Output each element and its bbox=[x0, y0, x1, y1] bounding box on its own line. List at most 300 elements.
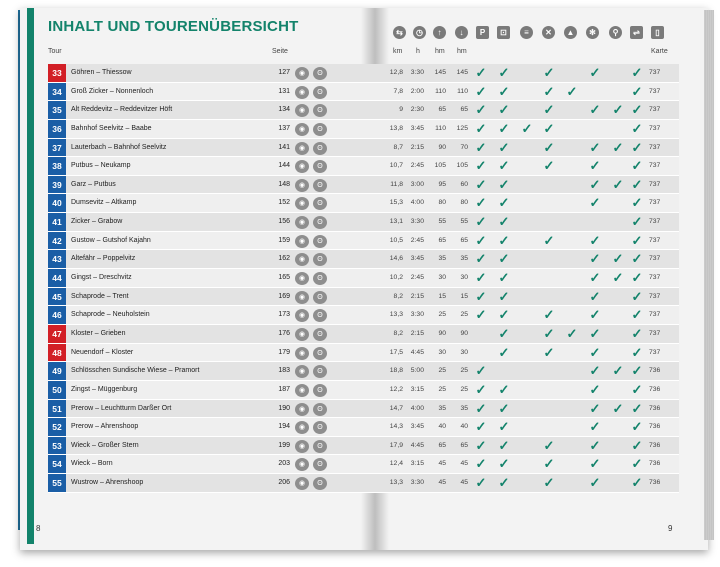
check-icon: ✓ bbox=[498, 214, 510, 230]
ascent-hm: 45 bbox=[438, 479, 446, 487]
tour-number: 54 bbox=[48, 455, 66, 473]
table-row[interactable] bbox=[48, 194, 679, 213]
check-icon: ✓ bbox=[498, 83, 510, 99]
tour-number: 42 bbox=[48, 232, 66, 250]
ascent-hm: 30 bbox=[438, 274, 446, 282]
check-icon: ✓ bbox=[543, 102, 555, 118]
tour-name[interactable]: Schlösschen Sundische Wiese – Pramort bbox=[71, 367, 200, 375]
distance-km: 10,2 bbox=[389, 274, 403, 282]
tour-number: 36 bbox=[48, 120, 66, 138]
check-icon: ✓ bbox=[589, 456, 601, 472]
check-icon: ✓ bbox=[589, 419, 601, 435]
page-ref: 169 bbox=[278, 292, 290, 300]
tour-name[interactable]: Garz – Putbus bbox=[71, 180, 116, 188]
distance-km: 13,1 bbox=[389, 218, 403, 226]
duration-h: 5:00 bbox=[410, 367, 424, 375]
duration-h: 4:45 bbox=[410, 441, 424, 449]
bear-icon: ʘ bbox=[313, 421, 327, 434]
difficulty-icon: ◉ bbox=[295, 179, 309, 192]
bear-icon: ʘ bbox=[313, 384, 327, 397]
check-icon: ✓ bbox=[543, 139, 555, 155]
check-icon: ✓ bbox=[631, 437, 643, 453]
tour-number: 45 bbox=[48, 288, 66, 306]
tour-number: 35 bbox=[48, 101, 66, 119]
descent-hm: 45 bbox=[460, 479, 468, 487]
food-icon: ≡ bbox=[520, 26, 533, 39]
header-km: km bbox=[393, 48, 403, 55]
table-row[interactable] bbox=[48, 455, 679, 474]
bear-icon: ʘ bbox=[313, 477, 327, 490]
tour-name[interactable]: Neuendorf – Kloster bbox=[71, 348, 134, 356]
duration-h: 3:15 bbox=[410, 460, 424, 468]
bear-icon: ʘ bbox=[313, 123, 327, 136]
distance-km: 15,3 bbox=[389, 199, 403, 207]
check-icon: ✓ bbox=[543, 65, 555, 80]
map-number: 737 bbox=[649, 124, 661, 132]
ascent-icon: ↑ bbox=[433, 26, 446, 39]
difficulty-icon: ◉ bbox=[295, 309, 309, 322]
page-ref: 156 bbox=[278, 218, 290, 226]
ascent-hm: 25 bbox=[438, 311, 446, 319]
distance-km: 9 bbox=[399, 106, 403, 114]
descent-hm: 45 bbox=[460, 460, 468, 468]
check-icon: ✓ bbox=[475, 456, 487, 472]
table-row[interactable] bbox=[48, 232, 679, 251]
bear-icon: ʘ bbox=[313, 67, 327, 80]
distance-km: 13,3 bbox=[389, 311, 403, 319]
check-icon: ✓ bbox=[631, 65, 643, 80]
check-icon: ✓ bbox=[589, 307, 601, 323]
check-icon: ✓ bbox=[475, 307, 487, 323]
check-icon: ✓ bbox=[631, 158, 643, 174]
tour-number: 50 bbox=[48, 381, 66, 399]
tour-name[interactable]: Altefähr – Poppelvitz bbox=[71, 255, 136, 263]
map-number: 737 bbox=[649, 348, 661, 356]
check-icon: ✓ bbox=[498, 325, 510, 341]
table-row[interactable] bbox=[48, 157, 679, 176]
descent-hm: 60 bbox=[460, 180, 468, 188]
ascent-hm: 90 bbox=[438, 329, 446, 337]
ascent-hm: 145 bbox=[434, 69, 446, 76]
check-icon: ✓ bbox=[475, 251, 487, 267]
page-ref: 206 bbox=[278, 479, 290, 487]
ascent-hm: 95 bbox=[438, 180, 446, 188]
duration-h: 3:45 bbox=[410, 124, 424, 132]
check-icon: ✓ bbox=[589, 232, 601, 248]
tour-number: 41 bbox=[48, 213, 66, 231]
bus-icon: ⊡ bbox=[497, 26, 510, 39]
map-number: 737 bbox=[649, 199, 661, 207]
bear-icon: ʘ bbox=[313, 272, 327, 285]
check-icon: ✓ bbox=[589, 270, 601, 286]
check-icon: ✓ bbox=[631, 381, 643, 397]
difficulty-icon: ◉ bbox=[295, 235, 309, 248]
check-icon: ✓ bbox=[475, 158, 487, 174]
check-icon: ✓ bbox=[475, 437, 487, 453]
tour-name[interactable]: Wieck – Großer Stern bbox=[71, 441, 139, 449]
bear-icon: ʘ bbox=[313, 458, 327, 471]
descent-hm: 70 bbox=[460, 143, 468, 151]
tour-name[interactable]: Prerow – Ahrenshoop bbox=[71, 423, 139, 431]
page-ref: 127 bbox=[278, 69, 290, 76]
ascent-hm: 35 bbox=[438, 255, 446, 263]
check-icon: ✓ bbox=[589, 381, 601, 397]
page-ref: 194 bbox=[278, 423, 290, 431]
check-icon: ✓ bbox=[498, 288, 510, 304]
table-row[interactable] bbox=[48, 176, 679, 195]
duration-h: 3:15 bbox=[410, 385, 424, 393]
check-icon: ✓ bbox=[631, 307, 643, 323]
page-ref: 131 bbox=[278, 87, 290, 95]
tour-name[interactable]: Schaprode – Neuholstein bbox=[71, 311, 150, 319]
duration-h: 4:45 bbox=[410, 348, 424, 356]
check-icon: ✓ bbox=[498, 419, 510, 435]
map-number: 737 bbox=[649, 274, 661, 282]
bear-icon: ʘ bbox=[313, 197, 327, 210]
table-row[interactable] bbox=[48, 344, 679, 363]
check-icon: ✓ bbox=[475, 195, 487, 211]
check-icon: ✓ bbox=[475, 83, 487, 99]
bear-icon: ʘ bbox=[313, 86, 327, 99]
check-icon: ✓ bbox=[631, 456, 643, 472]
duration-h: 4:00 bbox=[410, 404, 424, 412]
duration-h: 2:30 bbox=[410, 106, 424, 114]
map-number: 736 bbox=[649, 404, 661, 412]
table-row[interactable] bbox=[48, 120, 679, 139]
map-number: 737 bbox=[649, 236, 661, 244]
descent-hm: 15 bbox=[460, 292, 468, 300]
check-icon: ✓ bbox=[543, 344, 555, 360]
tour-name[interactable]: Dumsevitz – Altkamp bbox=[71, 199, 137, 207]
bear-icon: ʘ bbox=[313, 160, 327, 173]
check-icon: ✓ bbox=[631, 400, 643, 416]
distance-km: 12,2 bbox=[389, 385, 403, 393]
tour-name[interactable]: Schaprode – Trent bbox=[71, 292, 129, 300]
check-icon: ✓ bbox=[543, 307, 555, 323]
map-number: 737 bbox=[649, 69, 661, 76]
page-ref: 137 bbox=[278, 124, 290, 132]
duration-h: 2:15 bbox=[410, 329, 424, 337]
descent-hm: 25 bbox=[460, 367, 468, 375]
distance-km: 14,6 bbox=[389, 255, 403, 263]
table-row[interactable] bbox=[48, 437, 679, 456]
table-row[interactable] bbox=[48, 418, 679, 437]
check-icon: ✓ bbox=[475, 176, 487, 192]
check-icon: ✓ bbox=[475, 214, 487, 230]
check-icon: ✓ bbox=[589, 437, 601, 453]
distance-km: 14,3 bbox=[389, 423, 403, 431]
distance-km: 10,7 bbox=[389, 162, 403, 170]
check-icon: ✓ bbox=[589, 195, 601, 211]
check-icon: ✓ bbox=[498, 195, 510, 211]
check-icon: ✓ bbox=[498, 251, 510, 267]
tour-name[interactable]: Zingst – Müggenburg bbox=[71, 385, 138, 393]
distance-km: 13,3 bbox=[389, 479, 403, 487]
check-icon: ✓ bbox=[631, 363, 643, 379]
map-number: 737 bbox=[649, 106, 661, 114]
descent-hm: 25 bbox=[460, 311, 468, 319]
check-icon: ✓ bbox=[589, 325, 601, 341]
table-row[interactable] bbox=[48, 288, 679, 307]
check-icon: ✓ bbox=[631, 139, 643, 155]
bear-icon: ʘ bbox=[313, 235, 327, 248]
page-ref: 179 bbox=[278, 348, 290, 356]
map-number: 736 bbox=[649, 423, 661, 431]
tour-name[interactable]: Göhren – Thiessow bbox=[71, 69, 132, 76]
check-icon: ✓ bbox=[631, 288, 643, 304]
ascent-hm: 40 bbox=[438, 423, 446, 431]
tour-name[interactable]: Gingst – Dreschvitz bbox=[71, 274, 132, 282]
check-icon: ✓ bbox=[498, 102, 510, 118]
check-icon: ✓ bbox=[612, 270, 624, 286]
map-number: 736 bbox=[649, 460, 661, 468]
ascent-hm: 25 bbox=[438, 385, 446, 393]
header-karte: Karte bbox=[651, 48, 668, 55]
tour-number: 55 bbox=[48, 474, 66, 492]
check-icon: ✓ bbox=[631, 83, 643, 99]
table-row[interactable] bbox=[48, 64, 679, 83]
check-icon: ✓ bbox=[589, 344, 601, 360]
check-icon: ✓ bbox=[543, 120, 555, 136]
distance-km: 7,8 bbox=[393, 87, 403, 95]
check-icon: ✓ bbox=[498, 437, 510, 453]
difficulty-icon: ◉ bbox=[295, 347, 309, 360]
ascent-hm: 110 bbox=[435, 87, 446, 95]
duration-h: 3:45 bbox=[410, 255, 424, 263]
check-icon: ✓ bbox=[543, 325, 555, 341]
duration-h: 3:30 bbox=[410, 218, 424, 226]
descent-icon: ↓ bbox=[455, 26, 468, 39]
check-icon: ✓ bbox=[612, 102, 624, 118]
descent-hm: 65 bbox=[460, 106, 468, 114]
check-icon: ✓ bbox=[475, 288, 487, 304]
map-number: 737 bbox=[649, 180, 661, 188]
duration-h: 3:30 bbox=[410, 311, 424, 319]
difficulty-icon: ◉ bbox=[295, 384, 309, 397]
check-icon: ✓ bbox=[612, 139, 624, 155]
descent-hm: 25 bbox=[460, 385, 468, 393]
page-ref: 190 bbox=[278, 404, 290, 412]
check-icon: ✓ bbox=[612, 176, 624, 192]
check-icon: ✓ bbox=[566, 83, 578, 99]
ascent-hm: 25 bbox=[438, 367, 446, 375]
ascent-hm: 35 bbox=[438, 404, 446, 412]
check-icon: ✓ bbox=[475, 139, 487, 155]
check-icon: ✓ bbox=[475, 419, 487, 435]
duration-h: 2:15 bbox=[410, 292, 424, 300]
table-row[interactable] bbox=[48, 101, 679, 120]
check-icon: ✓ bbox=[589, 475, 601, 491]
tour-name[interactable]: Wustrow – Ahrenshoop bbox=[71, 479, 144, 487]
ascent-hm: 15 bbox=[438, 292, 446, 300]
page-ref: 148 bbox=[278, 180, 290, 188]
check-icon: ✓ bbox=[589, 251, 601, 267]
ascent-hm: 30 bbox=[438, 348, 446, 356]
map-number: 737 bbox=[649, 143, 661, 151]
descent-hm: 145 bbox=[456, 69, 468, 76]
map-number: 737 bbox=[649, 218, 661, 226]
winter-icon: ✻ bbox=[586, 26, 599, 39]
bear-icon: ʘ bbox=[313, 142, 327, 155]
direction-icon: ⇆ bbox=[393, 26, 406, 39]
duration-h: 4:00 bbox=[410, 199, 424, 207]
difficulty-icon: ◉ bbox=[295, 86, 309, 99]
ascent-hm: 65 bbox=[438, 106, 446, 114]
tour-name[interactable]: Prerow – Leuchtturm Darßer Ort bbox=[71, 404, 172, 412]
page-stack-edge bbox=[704, 10, 714, 540]
duration-h: 2:45 bbox=[410, 162, 424, 170]
page-ref: 203 bbox=[278, 460, 290, 468]
nature-icon: ⚲ bbox=[609, 26, 622, 39]
bear-icon: ʘ bbox=[313, 179, 327, 192]
duration-h: 3:30 bbox=[410, 69, 424, 76]
page-number-left: 8 bbox=[36, 524, 41, 533]
tour-number: 52 bbox=[48, 418, 66, 436]
difficulty-icon: ◉ bbox=[295, 160, 309, 173]
header-tour: Tour bbox=[48, 48, 62, 55]
bear-icon: ʘ bbox=[313, 216, 327, 229]
table-row[interactable] bbox=[48, 306, 679, 325]
table-row[interactable] bbox=[48, 269, 679, 288]
check-icon: ✓ bbox=[475, 475, 487, 491]
map-number: 736 bbox=[649, 367, 661, 375]
tour-name[interactable]: Zicker – Grabow bbox=[71, 218, 123, 226]
check-icon: ✓ bbox=[589, 139, 601, 155]
map-number: 737 bbox=[649, 87, 661, 95]
map-number: 737 bbox=[649, 162, 661, 170]
duration-h: 3:45 bbox=[410, 423, 424, 431]
descent-hm: 125 bbox=[456, 124, 468, 132]
check-icon: ✓ bbox=[543, 158, 555, 174]
difficulty-icon: ◉ bbox=[295, 253, 309, 266]
page-number-right: 9 bbox=[668, 524, 673, 533]
table-row[interactable] bbox=[48, 83, 679, 102]
descent-hm: 30 bbox=[460, 348, 468, 356]
tour-number: 33 bbox=[48, 64, 66, 82]
map-number: 736 bbox=[649, 441, 661, 449]
clock-icon: ◷ bbox=[413, 26, 426, 39]
ascent-hm: 45 bbox=[438, 460, 446, 468]
duration-h: 2:45 bbox=[410, 236, 424, 244]
page-ref: 162 bbox=[278, 255, 290, 263]
tour-name[interactable]: Groß Zicker – Nonnenloch bbox=[71, 87, 154, 95]
check-icon: ✓ bbox=[631, 176, 643, 192]
distance-km: 17,5 bbox=[389, 348, 403, 356]
check-icon: ✓ bbox=[475, 102, 487, 118]
check-icon: ✓ bbox=[612, 251, 624, 267]
map-number: 737 bbox=[649, 255, 661, 263]
page-ref: 176 bbox=[278, 329, 290, 337]
table-row[interactable] bbox=[48, 325, 679, 344]
tour-number: 47 bbox=[48, 325, 66, 343]
difficulty-icon: ◉ bbox=[295, 142, 309, 155]
descent-hm: 35 bbox=[460, 255, 468, 263]
check-icon: ✓ bbox=[498, 475, 510, 491]
ascent-hm: 90 bbox=[438, 143, 446, 151]
check-icon: ✓ bbox=[589, 176, 601, 192]
tour-name[interactable]: Alt Reddevitz – Reddevitzer Höft bbox=[71, 106, 173, 114]
table-row[interactable] bbox=[48, 381, 679, 400]
tour-name[interactable]: Lauterbach – Bahnhof Seelvitz bbox=[71, 143, 167, 151]
tour-name[interactable]: Gustow – Gutshof Kajahn bbox=[71, 236, 151, 244]
check-icon: ✓ bbox=[543, 475, 555, 491]
page-ref: 183 bbox=[278, 367, 290, 375]
ascent-hm: 55 bbox=[438, 218, 446, 226]
map-number: 737 bbox=[649, 311, 661, 319]
check-icon: ✓ bbox=[475, 120, 487, 136]
check-icon: ✓ bbox=[631, 344, 643, 360]
tour-name[interactable]: Putbus – Neukamp bbox=[71, 162, 131, 170]
check-icon: ✓ bbox=[543, 232, 555, 248]
distance-km: 10,5 bbox=[389, 236, 403, 244]
header-hm-up: hm bbox=[435, 48, 445, 55]
table-row[interactable] bbox=[48, 213, 679, 232]
check-icon: ✓ bbox=[498, 176, 510, 192]
check-icon: ✓ bbox=[498, 456, 510, 472]
check-icon: ✓ bbox=[498, 307, 510, 323]
difficulty-icon: ◉ bbox=[295, 216, 309, 229]
check-icon: ✓ bbox=[475, 400, 487, 416]
table-row[interactable] bbox=[48, 362, 679, 381]
bear-icon: ʘ bbox=[313, 328, 327, 341]
tour-name[interactable]: Wieck – Born bbox=[71, 460, 113, 468]
check-icon: ✓ bbox=[566, 325, 578, 341]
parking-icon: P bbox=[476, 26, 489, 39]
check-icon: ✓ bbox=[498, 381, 510, 397]
distance-km: 8,2 bbox=[393, 329, 403, 337]
tour-number: 39 bbox=[48, 176, 66, 194]
check-icon: ✓ bbox=[589, 400, 601, 416]
distance-km: 12,4 bbox=[389, 460, 403, 468]
table-row[interactable] bbox=[48, 400, 679, 419]
descent-hm: 30 bbox=[460, 274, 468, 282]
tour-number: 48 bbox=[48, 344, 66, 362]
check-icon: ✓ bbox=[631, 419, 643, 435]
map-number: 737 bbox=[649, 329, 661, 337]
descent-hm: 80 bbox=[460, 199, 468, 207]
duration-h: 2:15 bbox=[410, 143, 424, 151]
difficulty-icon: ◉ bbox=[295, 440, 309, 453]
difficulty-icon: ◉ bbox=[295, 365, 309, 378]
check-icon: ✓ bbox=[589, 158, 601, 174]
difficulty-icon: ◉ bbox=[295, 104, 309, 117]
green-margin-bar bbox=[27, 8, 34, 544]
page-ref: 134 bbox=[278, 106, 290, 114]
tour-number: 44 bbox=[48, 269, 66, 287]
difficulty-icon: ◉ bbox=[295, 123, 309, 136]
check-icon: ✓ bbox=[631, 102, 643, 118]
check-icon: ✓ bbox=[498, 400, 510, 416]
distance-km: 18,8 bbox=[389, 367, 403, 375]
table-row[interactable] bbox=[48, 139, 679, 158]
table-row[interactable] bbox=[48, 474, 679, 493]
descent-hm: 65 bbox=[460, 236, 468, 244]
header-seite: Seite bbox=[272, 48, 288, 55]
bear-icon: ʘ bbox=[313, 309, 327, 322]
bike-icon: ⇌ bbox=[630, 26, 643, 39]
bear-icon: ʘ bbox=[313, 403, 327, 416]
distance-km: 8,2 bbox=[393, 292, 403, 300]
page-ref: 199 bbox=[278, 441, 290, 449]
table-row[interactable] bbox=[48, 250, 679, 269]
tour-name[interactable]: Bahnhof Seelvitz – Baabe bbox=[71, 124, 152, 132]
phone-icon: ▯ bbox=[651, 26, 664, 39]
ascent-hm: 110 bbox=[435, 124, 446, 132]
tour-table bbox=[48, 64, 679, 493]
check-icon: ✓ bbox=[589, 102, 601, 118]
tour-name[interactable]: Kloster – Grieben bbox=[71, 329, 126, 337]
check-icon: ✓ bbox=[631, 251, 643, 267]
